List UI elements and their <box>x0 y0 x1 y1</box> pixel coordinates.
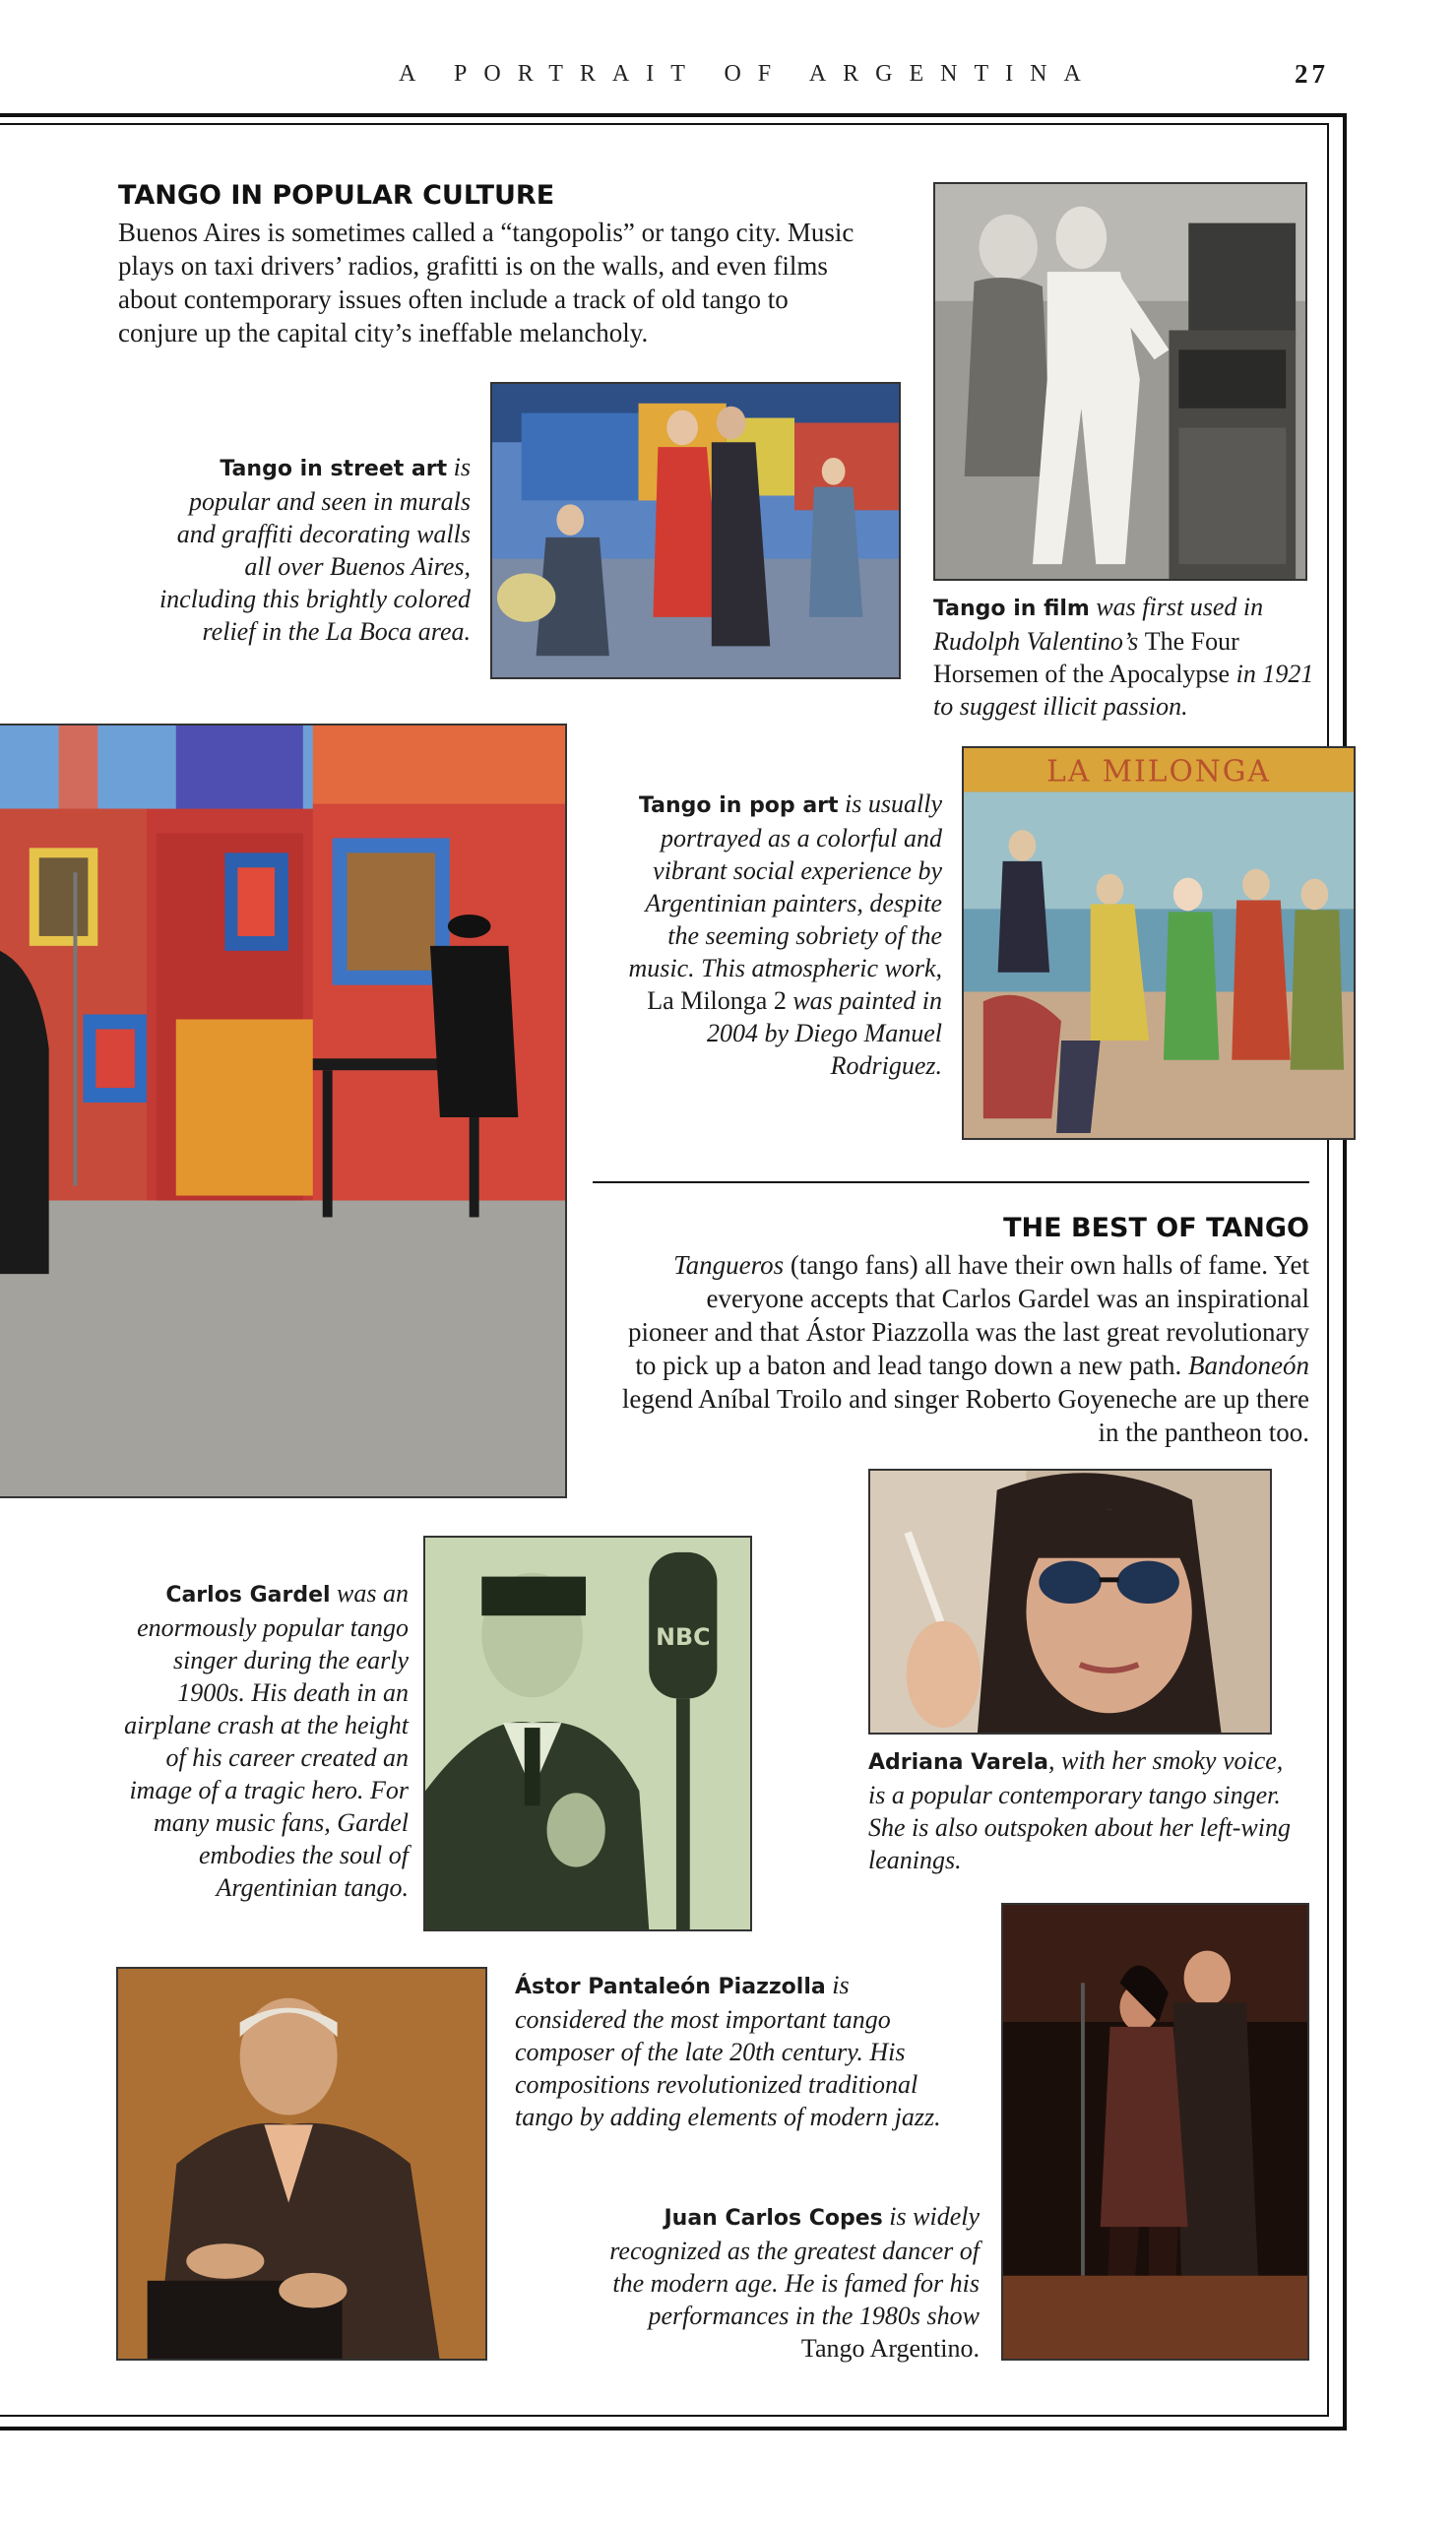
running-head: A PORTRAIT OF ARGENTINA <box>399 61 1098 87</box>
section-divider <box>593 1181 1309 1183</box>
outdoor-tango-performance-photo <box>0 724 567 1498</box>
film-still-photo <box>933 182 1307 581</box>
best-of-tango-paragraph: Tangueros (tango fans) all have their own halls of fame. Yet everyone accepts that Carlos Gardel was an inspirational pioneer and that Ástor Piazzolla was the last great revolutionary to pick up a baton and lead tango down a new path. Bandoneón legend Aníbal Troilo and singer Roberto Goyeneche are up there in the pantheon too. <box>621 1250 1309 1447</box>
street-art-relief-photo <box>490 382 901 679</box>
juan-carlos-copes-photo <box>1001 1903 1309 2361</box>
carlos-gardel-photo <box>423 1536 752 1931</box>
section-heading-best-of-tango: THE BEST OF TANGO <box>1003 1213 1309 1243</box>
caption-adriana-varela: Adriana Varela, with her smoky voice, is a popular contemporary tango singer. She is also outspoken about her left-wing leanings. <box>868 1746 1291 1874</box>
la-milonga-painting-photo <box>962 746 1356 1140</box>
painting-sign-text: LA MILONGA <box>1046 754 1271 789</box>
adriana-varela-photo <box>868 1469 1272 1735</box>
page-number: 27 <box>1295 59 1329 89</box>
caption-film: Tango in film was first used in Rudolph Valentino’s The Four Horsemen of the Apocalypse in 1921 to suggest illicit passion. <box>933 593 1314 721</box>
caption-street-art: Tango in street art is popular and seen in murals and graffiti decorating walls all over Buenos Aires, including this brightly colored relief in the La Boca area. <box>158 453 471 646</box>
caption-carlos-gardel: Carlos Gardel was an enormously popular tango singer during the early 1900s. His death in an airplane crash at the height of his career created an image of a tragic hero. For many music fans, Gardel embodies the soul of Argentinian tango. <box>124 1579 409 1902</box>
intro-paragraph: Buenos Aires is sometimes called a “tangopolis” or tango city. Music plays on taxi drivers’ radios, grafitti is on the walls, and even films about contemporary issues often include a track of old tango to conjure up the capital city’s ineffable melancholy. <box>118 218 855 347</box>
section-heading-popular-culture: TANGO IN POPULAR CULTURE <box>118 180 555 211</box>
astor-piazzolla-photo <box>116 1967 487 2361</box>
caption-pop-art: Tango in pop art is usually portrayed as a colorful and vibrant social experience by Argentinian painters, despite the seeming sobriety of the music. This atmospheric work, La Milonga 2 was painted in 2004 by Diego Manuel Rodriguez. <box>628 789 942 1080</box>
caption-juan-carlos-copes: Juan Carlos Copes is widely recognized as the greatest dancer of the modern age. He is famed for his performances in the 1980s show Tango Argentino. <box>609 2202 980 2363</box>
caption-astor-piazzolla: Ástor Pantaleón Piazzolla is considered the most important tango composer of the late 20th century. His compositions revolutionized traditional tango by adding elements of modern jazz. <box>515 1971 941 2131</box>
microphone-letters: NBC <box>656 1622 711 1651</box>
